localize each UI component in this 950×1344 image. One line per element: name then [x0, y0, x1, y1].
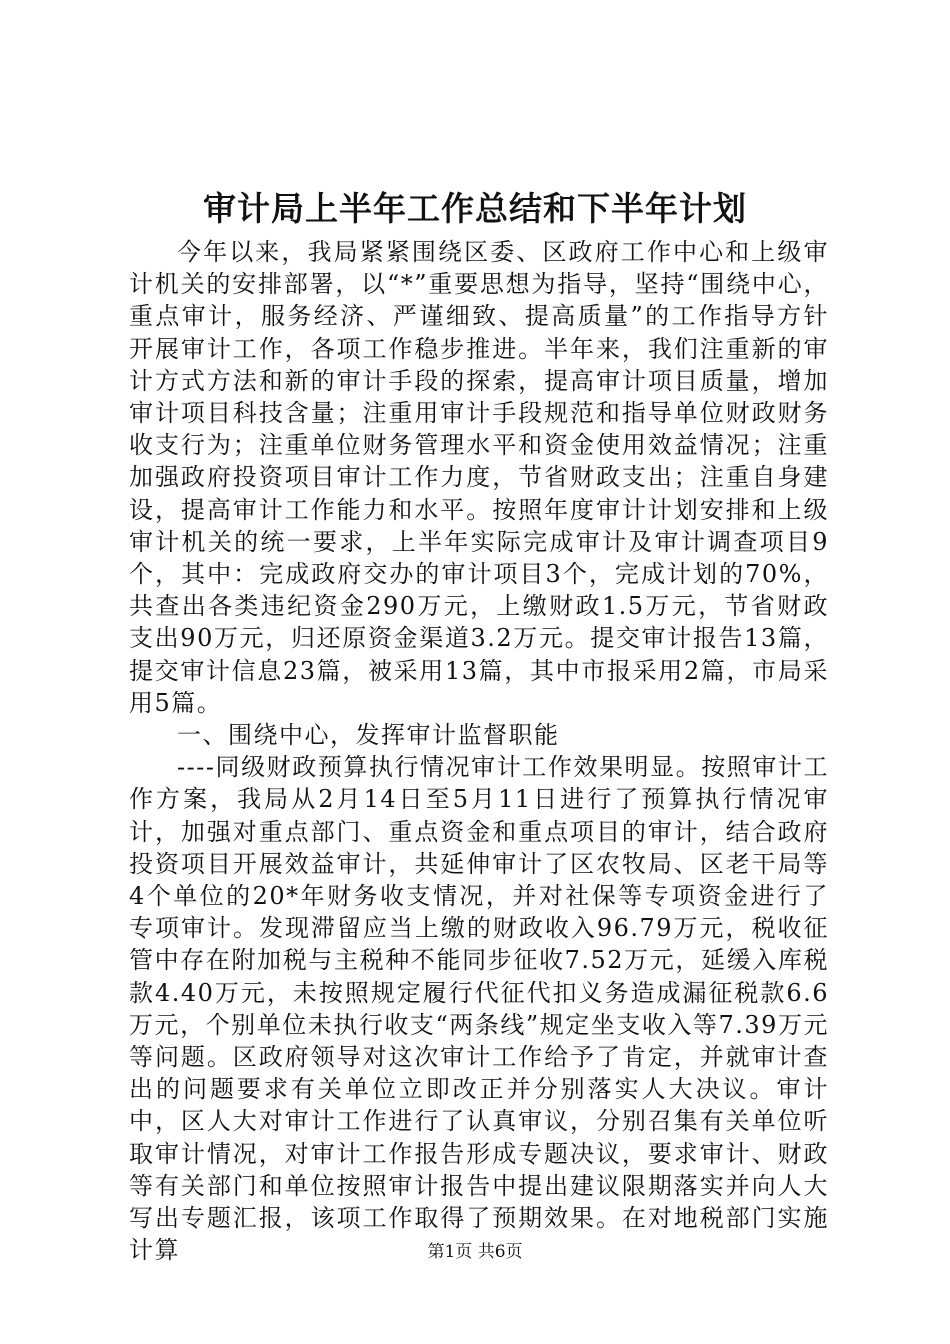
intro-paragraph: 今年以来，我局紧紧围绕区委、区政府工作中心和上级审计机关的安排部署，以“*”重要思想为指导，坚持“围绕中心，重点审计，服务经济、严谨细致、提高质量”的工作指导方针开展审计工作，各项工作稳步推进。半年来，我们注重新的审计方式方法和新的审计手段的探索，提高审计项目质量，增加审计项目科技含量；注重用审计手段规范和指导单位财政财务收支行为；注重单位财务管理水平和资金使用效益情况；注重加强政府投资项目审计工作力度，节省财政支出；注重自身建设，提高审计工作能力和水平。按照年度审计计划安排和上级审计机关的统一要求，上半年实际完成审计及审计调查项目9个，其中：完成政府交办的审计项目3个，完成计划的70%，共查出各类违纪资金290万元，上缴财政1.5万元，节省财政支出90万元，归还原资金渠道3.2万元。提交审计报告13篇，提交审计信息23篇，被采用13篇，其中市报采用2篇，市局采用5篇。	[129, 238, 829, 717]
page-number-footer: 第1页 共6页	[427, 1242, 523, 1262]
document-body	[129, 236, 829, 1267]
document-title: 审计局上半年工作总结和下半年计划	[203, 189, 747, 228]
section-heading: 一、围绕中心，发挥审计监督职能	[177, 721, 560, 750]
budget-audit-paragraph: ----同级财政预算执行情况审计工作效果明显。按照审计工作方案，我局从2月14日至5月11日进行了预算执行情况审计，加强对重点部门、重点资金和重点项目的审计，结合政府投资项目开展效益审计，共延伸审计了区农牧局、区老干局等4个单位的20*年财务收支情况，并对社保等专项资金进行了专项审计。发现滞留应当上缴的财政收入96.79万元，税收征管中存在附加税与主税种不能同步征收7.52万元，延缓入库税款4.40万元，未按照规定履行代征代扣义务造成漏征税款6.6万元，个别单位未执行收支“两条线”规定坐支收入等7.39万元等问题。区政府领导对这次审计工作给予了肯定，并就审计查出的问题要求有关单位立即改正并分别落实人大决议。审计中，区人大对审计工作进行了认真审议，分别召集有关单位听取审计情况，对审计工作报告形成专题决议，要求审计、财政等有关部门和单位按照审计报告中提出建议限期落实并向人大写出专题汇报，该项工作取得了预期效果。在对地税部门实施计算	[129, 753, 829, 1265]
